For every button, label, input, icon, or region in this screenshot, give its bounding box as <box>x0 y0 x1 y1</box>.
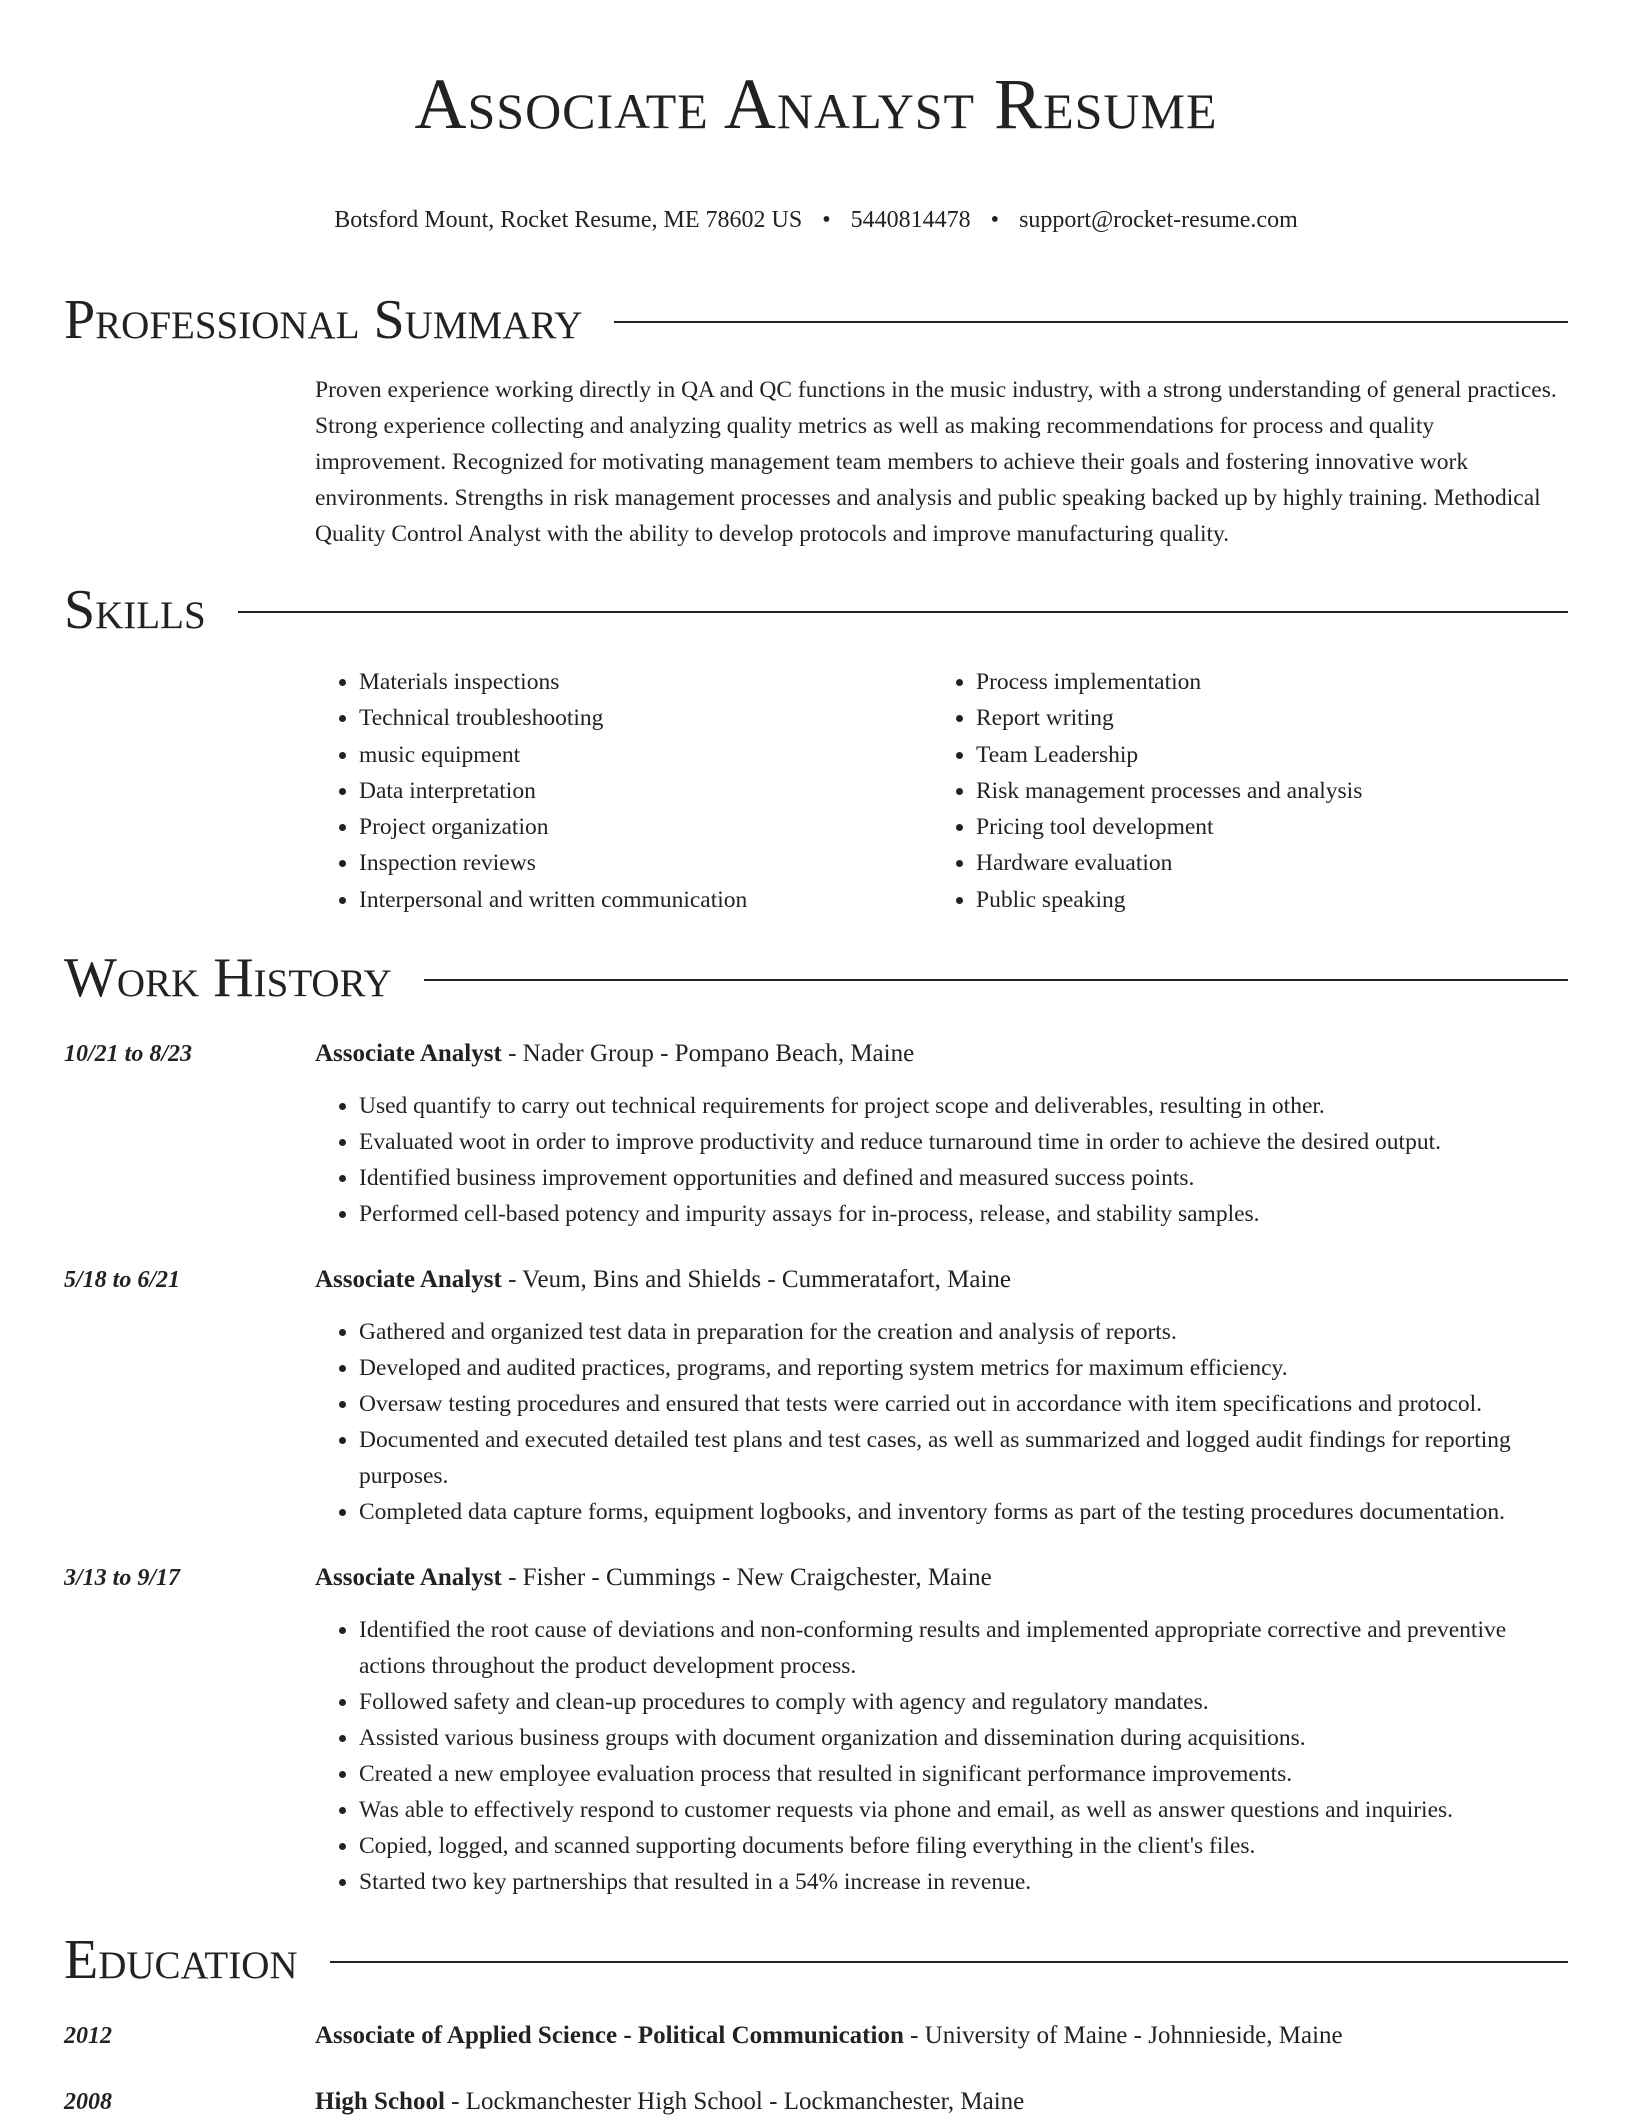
skills-section-header <box>64 578 1568 642</box>
skill-item: • Pricing tool development <box>976 809 1549 845</box>
skill-item: • Report writing <box>976 700 1549 736</box>
summary-section-title: Professional Summary <box>64 289 583 351</box>
skill-item: • Interpersonal and written communication <box>359 882 932 918</box>
job-bullet: • Oversaw testing procedures and ensured that tests were carried out in accordance with item specifications and protocol. <box>359 1386 1568 1422</box>
skill-item: • Team Leadership <box>976 737 1549 773</box>
summary-text: Proven experience working directly in QA and QC functions in the music industry, with a strong understanding of general practices. Strong experience collecting and analyzing quality metrics as well as making recommendations for process and quality improvement. Recognized for motivating management team members to achieve their goals and fostering innovative work environments. Strengths in risk management processes and analysis and public speaking backed up by highly training. Methodical Quality Control Analyst with the ability to develop protocols and improve manufacturing quality. <box>315 377 1557 547</box>
contact-separator: • <box>822 207 831 233</box>
job-bullet: • Evaluated woot in order to improve productivity and reduce turnaround time in order to achieve the desired output. <box>359 1124 1568 1160</box>
education-entry <box>64 2084 1568 2120</box>
contact-email: support@rocket-resume.com <box>1019 207 1298 233</box>
education-school: - University of Maine - Johnnieside, Maine <box>903 2022 1343 2050</box>
job-employer: - Nader Group - Pompano Beach, Maine <box>501 1040 915 1068</box>
skill-item: • Materials inspections <box>359 664 932 700</box>
resume-title: Associate Analyst Resume <box>414 64 1218 144</box>
education-heading <box>315 2084 1568 2120</box>
job-bullet: • Followed safety and clean-up procedures to comply with agency and regulatory mandates. <box>359 1684 1568 1720</box>
job-title: Associate Analyst <box>315 1266 502 1294</box>
job-bullet: • Identified the root cause of deviations and non-conforming results and implemented appropriate corrective and preventive actions throughout the product development process. <box>359 1612 1568 1684</box>
job-heading <box>315 1560 1568 1596</box>
job-bullet: • Created a new employee evaluation process that resulted in significant performance improvements. <box>359 1756 1568 1792</box>
job-bullet: • Copied, logged, and scanned supporting documents before filing everything in the client's files. <box>359 1828 1568 1864</box>
skill-item: • Public speaking <box>976 882 1549 918</box>
education-year: 2012 <box>64 2023 112 2050</box>
section-divider <box>238 611 1568 613</box>
job-bullet: • Used quantify to carry out technical requirements for project scope and deliverables, resulting in other. <box>359 1088 1568 1124</box>
skill-item: • Risk management processes and analysis <box>976 773 1549 809</box>
contact-separator: • <box>990 207 1000 233</box>
summary-section-header <box>64 288 1568 352</box>
skill-item: • Project organization <box>359 809 932 845</box>
education-degree: Associate of Applied Science - Political Communication <box>315 2022 904 2050</box>
job-entry <box>64 1036 1568 1232</box>
skills-column-right <box>932 664 1549 918</box>
work-section-title: Work History <box>64 947 392 1010</box>
education-year: 2008 <box>64 2089 112 2116</box>
section-divider <box>424 979 1568 981</box>
job-bullet: • Gathered and organized test data in preparation for the creation and analysis of reports. <box>359 1314 1568 1350</box>
education-degree: High School <box>315 2088 445 2116</box>
job-bullet: • Was able to effectively respond to customer requests via phone and email, as well as answer questions and inquiries. <box>359 1792 1568 1828</box>
job-bullet: • Performed cell-based potency and impurity assays for in-process, release, and stability samples. <box>359 1196 1568 1232</box>
section-divider <box>330 1961 1568 1963</box>
contact-line <box>64 204 1568 236</box>
skill-item: • Data interpretation <box>359 773 932 809</box>
work-section-header <box>64 946 1568 1010</box>
section-divider <box>614 321 1568 323</box>
skill-item: • music equipment <box>359 737 932 773</box>
resume-page <box>64 0 1568 2120</box>
skills-grid <box>315 664 1568 918</box>
job-dates: 5/18 to 6/21 <box>64 1267 181 1294</box>
job-employer: - Veum, Bins and Shields - Cummeratafort, Maine <box>501 1266 1011 1294</box>
job-bullet: • Documented and executed detailed test plans and test cases, as well as summarized and logged audit findings for reporting purposes. <box>359 1422 1568 1494</box>
education-heading <box>315 2018 1568 2054</box>
job-dates: 10/21 to 8/23 <box>64 1041 193 1068</box>
job-title: Associate Analyst <box>315 1040 502 1068</box>
contact-address: Botsford Mount, Rocket Resume, ME 78602 US <box>334 207 803 233</box>
job-bullet: • Started two key partnerships that resulted in a 54% increase in revenue. <box>359 1864 1568 1900</box>
skill-item: • Inspection reviews <box>359 845 932 881</box>
education-entry <box>64 2018 1568 2054</box>
skill-item: • Hardware evaluation <box>976 845 1549 881</box>
job-dates: 3/13 to 9/17 <box>64 1565 181 1592</box>
skill-item: • Technical troubleshooting <box>359 700 932 736</box>
education-section-header <box>64 1928 1568 1992</box>
skills-section-title: Skills <box>64 579 206 641</box>
job-employer: - Fisher - Cummings - New Craigchester, Maine <box>501 1564 992 1592</box>
job-entry <box>64 1262 1568 1530</box>
job-heading <box>315 1262 1568 1298</box>
job-bullet: • Developed and audited practices, programs, and reporting system metrics for maximum efficiency. <box>359 1350 1568 1386</box>
job-title: Associate Analyst <box>315 1564 502 1592</box>
job-heading <box>315 1036 1568 1072</box>
education-school: - Lockmanchester High School - Lockmanchester, Maine <box>444 2088 1025 2116</box>
education-section-title: Education <box>64 1929 298 1992</box>
job-entry <box>64 1560 1568 1900</box>
skill-item: • Process implementation <box>976 664 1549 700</box>
job-bullet: • Completed data capture forms, equipment logbooks, and inventory forms as part of the testing procedures documentation. <box>359 1494 1568 1530</box>
job-bullet: • Assisted various business groups with document organization and dissemination during acquisitions. <box>359 1720 1568 1756</box>
job-bullet: • Identified business improvement opportunities and defined and measured success points. <box>359 1160 1568 1196</box>
contact-phone: 5440814478 <box>850 207 971 233</box>
skills-column-left <box>315 664 932 918</box>
